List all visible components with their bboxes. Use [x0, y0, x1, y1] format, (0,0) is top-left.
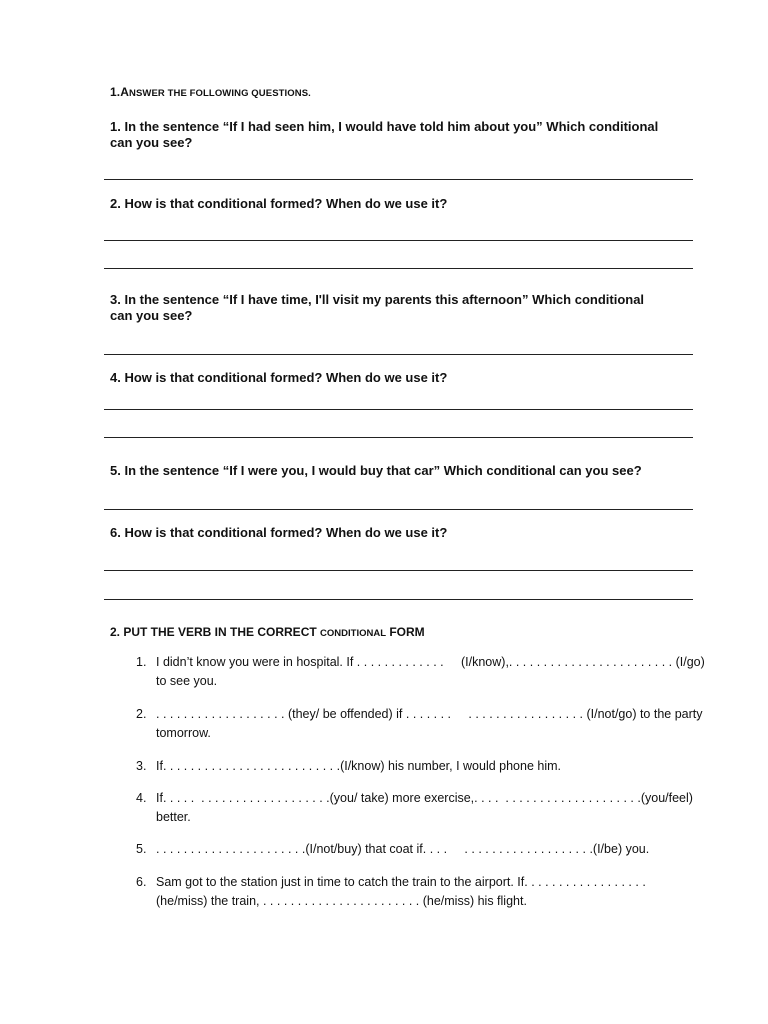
section-1-title: [110, 85, 311, 99]
question-text: In the sentence “If I had seen him, I would have told him about you” Which conditional: [124, 119, 659, 134]
exercise-number: 2.: [136, 707, 147, 721]
exercise-text-continued: tomorrow.: [156, 726, 211, 740]
question-3: [110, 292, 670, 324]
answer-line[interactable]: [104, 354, 693, 355]
question-text-continued: can you see?: [110, 308, 193, 323]
question-text: How is that conditional formed? When do we use it?: [124, 196, 448, 211]
answer-line[interactable]: [104, 509, 693, 510]
section-2-title-b: CONDITIONAL: [320, 628, 386, 639]
exercise-text-continued: to see you.: [156, 674, 218, 688]
exercise-text: If. . . . . . . . . . . . . . . . . . . . . . . .(you/ take) more exercise,. . . . . . . . . . . . . . . . . . . . . . . .(you/feel): [156, 791, 693, 805]
answer-line[interactable]: [104, 570, 693, 571]
exercise-text: Sam got to the station just in time to catch the train to the airport. If. . . . . . . . . . . . . . . . . .: [156, 875, 646, 889]
question-number: 4.: [110, 370, 121, 385]
question-1: [110, 119, 670, 151]
section-2-title: [110, 623, 425, 641]
question-2: [110, 196, 670, 212]
section-2-title-c: FORM: [386, 625, 425, 639]
question-number: 5.: [110, 463, 121, 478]
exercise-text-continued: (he/miss) the train, . . . . . . . . . . . . . . . . . . . . . . . (he/miss) his flight.: [156, 894, 527, 908]
question-text: How is that conditional formed? When do we use it?: [124, 525, 448, 540]
question-number: 1.: [110, 119, 121, 134]
question-text: How is that conditional formed? When do we use it?: [124, 370, 448, 385]
question-5: [110, 463, 710, 479]
question-6: [110, 525, 670, 541]
answer-line[interactable]: [104, 437, 693, 438]
exercise-text: . . . . . . . . . . . . . . . . . . . (they/ be offended) if . . . . . . . . . . . . . . . . . . . . . . . . (I/not/go) to the party: [156, 707, 703, 721]
answer-line[interactable]: [104, 179, 693, 180]
answer-line[interactable]: [104, 240, 693, 241]
exercise-number: 5.: [136, 842, 147, 856]
exercise-text: I didn’t know you were in hospital. If . . . . . . . . . . . . . (I/know),. . . . . . . . . . . . . . . . . . . . . . . . (I/go): [156, 655, 705, 669]
exercise-number: 1.: [136, 655, 147, 669]
section-2-title-a: 2. PUT THE VERB IN THE CORRECT: [110, 625, 321, 639]
question-4: [110, 370, 670, 386]
question-number: 3.: [110, 292, 121, 307]
section-1-title-rest: NSWER THE FOLLOWING QUESTIONS.: [128, 88, 311, 99]
answer-line[interactable]: [104, 268, 693, 269]
exercise-text: If. . . . . . . . . . . . . . . . . . . . . . . . . .(I/know) his number, I would phone him.: [156, 759, 562, 773]
answer-line[interactable]: [104, 409, 693, 410]
question-number: 6.: [110, 525, 121, 540]
section-1-title-prefix: 1.A: [110, 85, 129, 99]
question-text: In the sentence “If I were you, I would buy that car” Which conditional can you see?: [124, 463, 642, 478]
exercise-text: . . . . . . . . . . . . . . . . . . . . . .(I/not/buy) that coat if. . . . . . . . . . . . . . . . . . . . . . .(I/be) you.: [156, 842, 650, 856]
exercise-number: 3.: [136, 759, 147, 773]
answer-line[interactable]: [104, 599, 693, 600]
question-text-continued: can you see?: [110, 135, 193, 150]
question-text: In the sentence “If I have time, I'll visit my parents this afternoon” Which conditional: [124, 292, 645, 307]
question-number: 2.: [110, 196, 121, 211]
exercise-number: 6.: [136, 875, 147, 889]
exercise-number: 4.: [136, 791, 147, 805]
exercise-text-continued: better.: [156, 810, 191, 824]
